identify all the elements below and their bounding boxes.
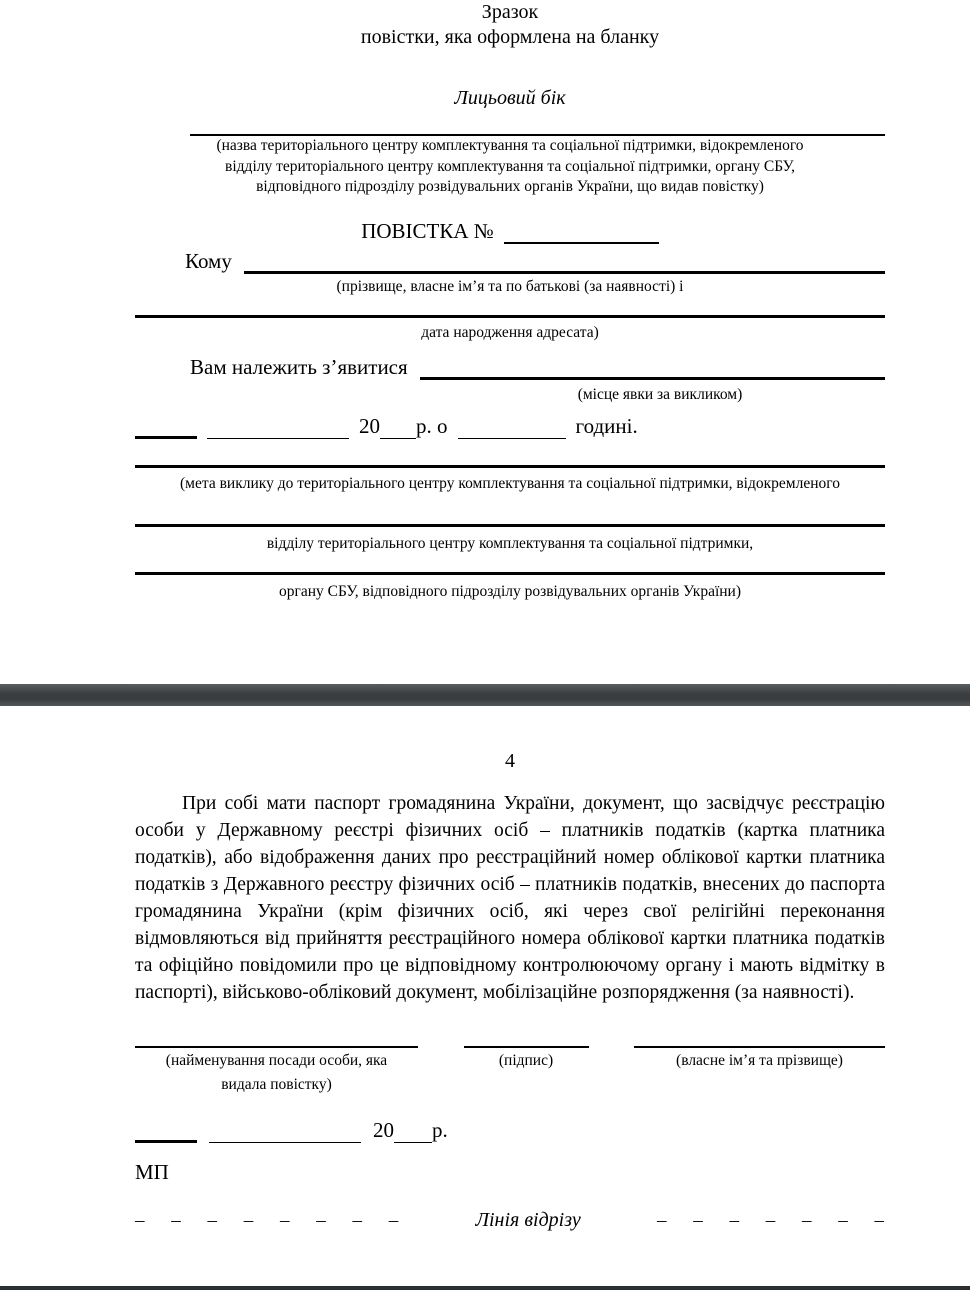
appear-place-caption: (місце явки за викликом) [577, 385, 743, 403]
document-heading-line2: повістки, яка оформлена на бланку [360, 26, 660, 48]
signature-position-caption-line2: видала повістку) [221, 1075, 332, 1093]
signature-position-caption-line1: (найменування посади особи, яка [165, 1052, 388, 1069]
side-label: Лицьовий бік [454, 87, 566, 109]
year-blank [380, 417, 416, 439]
birthdate-caption: дата народження адресата) [421, 324, 599, 341]
next-page-separator [0, 1286, 970, 1290]
issue-year-blank [394, 1121, 432, 1143]
purpose-blank-line-2 [135, 524, 885, 527]
issue-month-blank [209, 1121, 361, 1143]
issue-day-blank [135, 1121, 197, 1143]
year-suffix: р. о [416, 414, 448, 438]
summons-number-blank [504, 220, 659, 244]
signature-name-block [634, 1046, 885, 1072]
signature-sign-block [464, 1046, 589, 1072]
purpose-caption-1: (мета виклику до територіального центру комплектування та соціальної підтримки, відокремленого [180, 475, 840, 492]
hour-blank [458, 417, 566, 439]
purpose-caption-2: відділу територіального центру комплектування та соціальної підтримки, [266, 534, 754, 552]
signature-position-blank [135, 1046, 418, 1048]
cut-dashes-right: – – – – – – – [657, 1209, 885, 1231]
signature-sign-caption: (підпис) [498, 1052, 554, 1069]
birthdate-blank-line [135, 315, 885, 318]
hour-suffix: годині. [575, 414, 638, 438]
page-number: 4 [505, 750, 515, 772]
signature-name-caption: (власне ім’я та прізвище) [676, 1052, 843, 1069]
appear-label: Вам належить з’явитися [190, 354, 408, 379]
addressee-caption: (прізвище, власне ім’я та по батькові (за наявності) і [336, 277, 684, 295]
signature-position-block [135, 1046, 418, 1095]
month-blank [207, 417, 349, 439]
issue-date-row [135, 1117, 885, 1143]
issue-year-suffix: р. [432, 1118, 448, 1142]
purpose-blank-line-1 [135, 465, 885, 468]
stamp-label: МП [135, 1160, 169, 1184]
document-heading-line1: Зразок [481, 1, 539, 23]
signature-row [135, 1046, 885, 1095]
page-separator [0, 684, 970, 706]
summons-number-label: ПОВІСТКА № [361, 218, 494, 243]
addressee-label: Кому [185, 248, 232, 273]
addressee-blank [244, 250, 885, 274]
summons-back-page [0, 706, 970, 1286]
summons-number-row [135, 218, 885, 244]
issuer-caption-line3: відповідного підрозділу розвідувальних органів України, що видав повістку) [256, 178, 764, 195]
appear-date-row [135, 413, 885, 439]
cut-line-label: Лінія відрізу [475, 1209, 581, 1231]
issue-year-prefix: 20 [373, 1118, 394, 1142]
purpose-caption-3: органу СБУ, відповідного підрозділу розвідувальних органів України) [278, 583, 742, 600]
appear-row [135, 354, 885, 380]
signature-name-blank [634, 1046, 885, 1048]
year-prefix: 20 [359, 414, 380, 438]
signature-sign-blank [464, 1046, 589, 1048]
purpose-blank-line-3 [135, 572, 885, 575]
addressee-row [135, 248, 885, 274]
issuer-caption-line1: (назва територіального центру комплектування та соціальної підтримки, відокремленого [216, 137, 804, 154]
issuer-caption-line2: відділу територіального центру комплектування та соціальної підтримки, органу СБУ, [225, 157, 795, 175]
requirements-paragraph: При собі мати паспорт громадянина України, документ, що засвідчує реєстрацію особи у Державному реєстрі фізичних осіб – платників податків (картка платника податків), або відображення даних про реєстраційний номер облікової картки платника податків з Державного реєстру фізичних осіб – платників податків, внесених до паспорта громадянина України (крім фізичних осіб, які через свої релігійні переконання відмовляються від прийняття реєстраційного номера облікової картки платника податків та офіційно повідомили про це відповідному контролюючому органу і мають відмітку в паспорті), військово-обліковий документ, мобілізаційне розпорядження (за наявності). [135, 793, 885, 1003]
cut-dashes-left: – – – – – – – – [135, 1209, 400, 1231]
appear-place-blank [420, 356, 885, 380]
day-blank [135, 417, 197, 439]
cut-line-row [135, 1209, 885, 1232]
